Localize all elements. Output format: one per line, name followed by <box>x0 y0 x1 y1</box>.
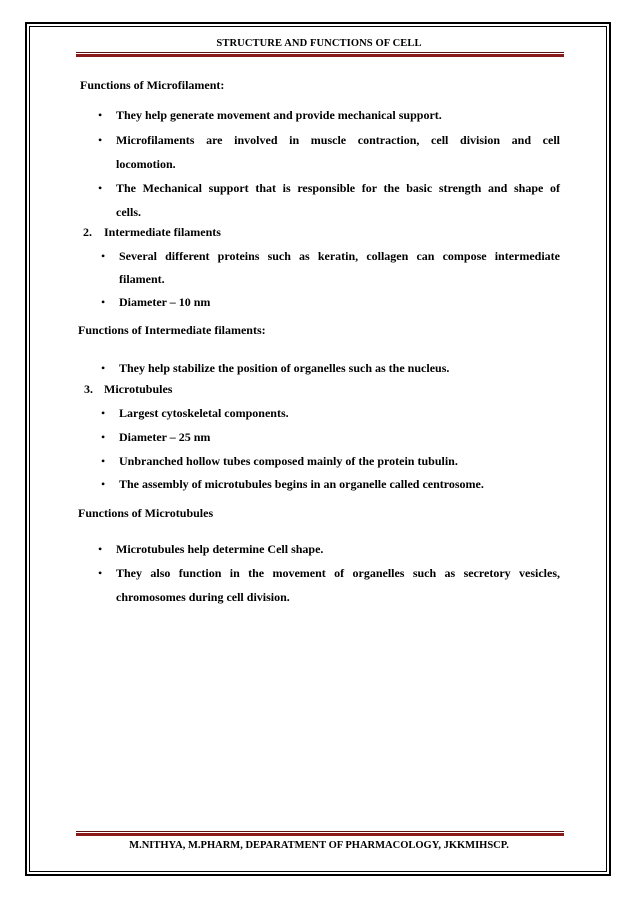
footer-text: M.NITHYA, M.PHARM, DEPARATMENT OF PHARMACOLOGY, JKKMIHSCP. <box>129 840 509 851</box>
list-item: They help stabilize the position of organelles such as the nucleus. <box>119 361 450 375</box>
bullet-glyph: • <box>101 361 106 375</box>
list-item: Several different proteins such as keratin, collagen can compose intermediate <box>119 249 560 263</box>
bullet-glyph: • <box>98 133 103 147</box>
section-title-intermediate-filaments: Intermediate filaments <box>104 225 221 239</box>
header-rule <box>76 52 564 57</box>
microtubule-functions-heading: Functions of Microtubules <box>78 506 214 520</box>
bullet-glyph: • <box>101 249 106 263</box>
list-item: The Mechanical support that is responsible for the basic strength and shape of <box>116 181 560 195</box>
list-item: They help generate movement and provide mechanical support. <box>116 108 442 122</box>
list-item: They also function in the movement of organelles such as secretory vesicles, <box>116 566 560 580</box>
page-border-inner <box>29 26 607 872</box>
list-item-continuation: chromosomes during cell division. <box>116 590 290 604</box>
bullet-glyph: • <box>98 108 103 122</box>
list-item: The assembly of microtubules begins in an organelle called centrosome. <box>119 477 484 491</box>
bullet-glyph: • <box>101 477 106 491</box>
bullet-glyph: • <box>101 406 106 420</box>
section-title-microtubules: Microtubules <box>104 382 173 396</box>
bullet-glyph: • <box>101 295 106 309</box>
bullet-glyph: • <box>101 430 106 444</box>
footer-rule <box>76 831 564 836</box>
list-item-continuation: cells. <box>116 205 141 219</box>
section-number: 2. <box>83 225 92 239</box>
bullet-glyph: • <box>98 542 103 556</box>
list-item: Diameter – 10 nm <box>119 295 211 309</box>
intermediate-functions-heading: Functions of Intermediate filaments: <box>78 323 266 337</box>
bullet-glyph: • <box>101 454 106 468</box>
header-title: STRUCTURE AND FUNCTIONS OF CELL <box>216 38 422 49</box>
list-item: Microfilaments are involved in muscle contraction, cell division and cell <box>116 133 560 147</box>
section-number: 3. <box>84 382 93 396</box>
list-item: Microtubules help determine Cell shape. <box>116 542 324 556</box>
list-item-continuation: locomotion. <box>116 157 176 171</box>
list-item: Unbranched hollow tubes composed mainly of the protein tubulin. <box>119 454 458 468</box>
bullet-glyph: • <box>98 181 103 195</box>
bullet-glyph: • <box>98 566 103 580</box>
list-item: Diameter – 25 nm <box>119 430 211 444</box>
list-item-continuation: filament. <box>119 272 165 286</box>
microfilament-functions-heading: Functions of Microfilament: <box>80 78 225 92</box>
list-item: Largest cytoskeletal components. <box>119 406 289 420</box>
